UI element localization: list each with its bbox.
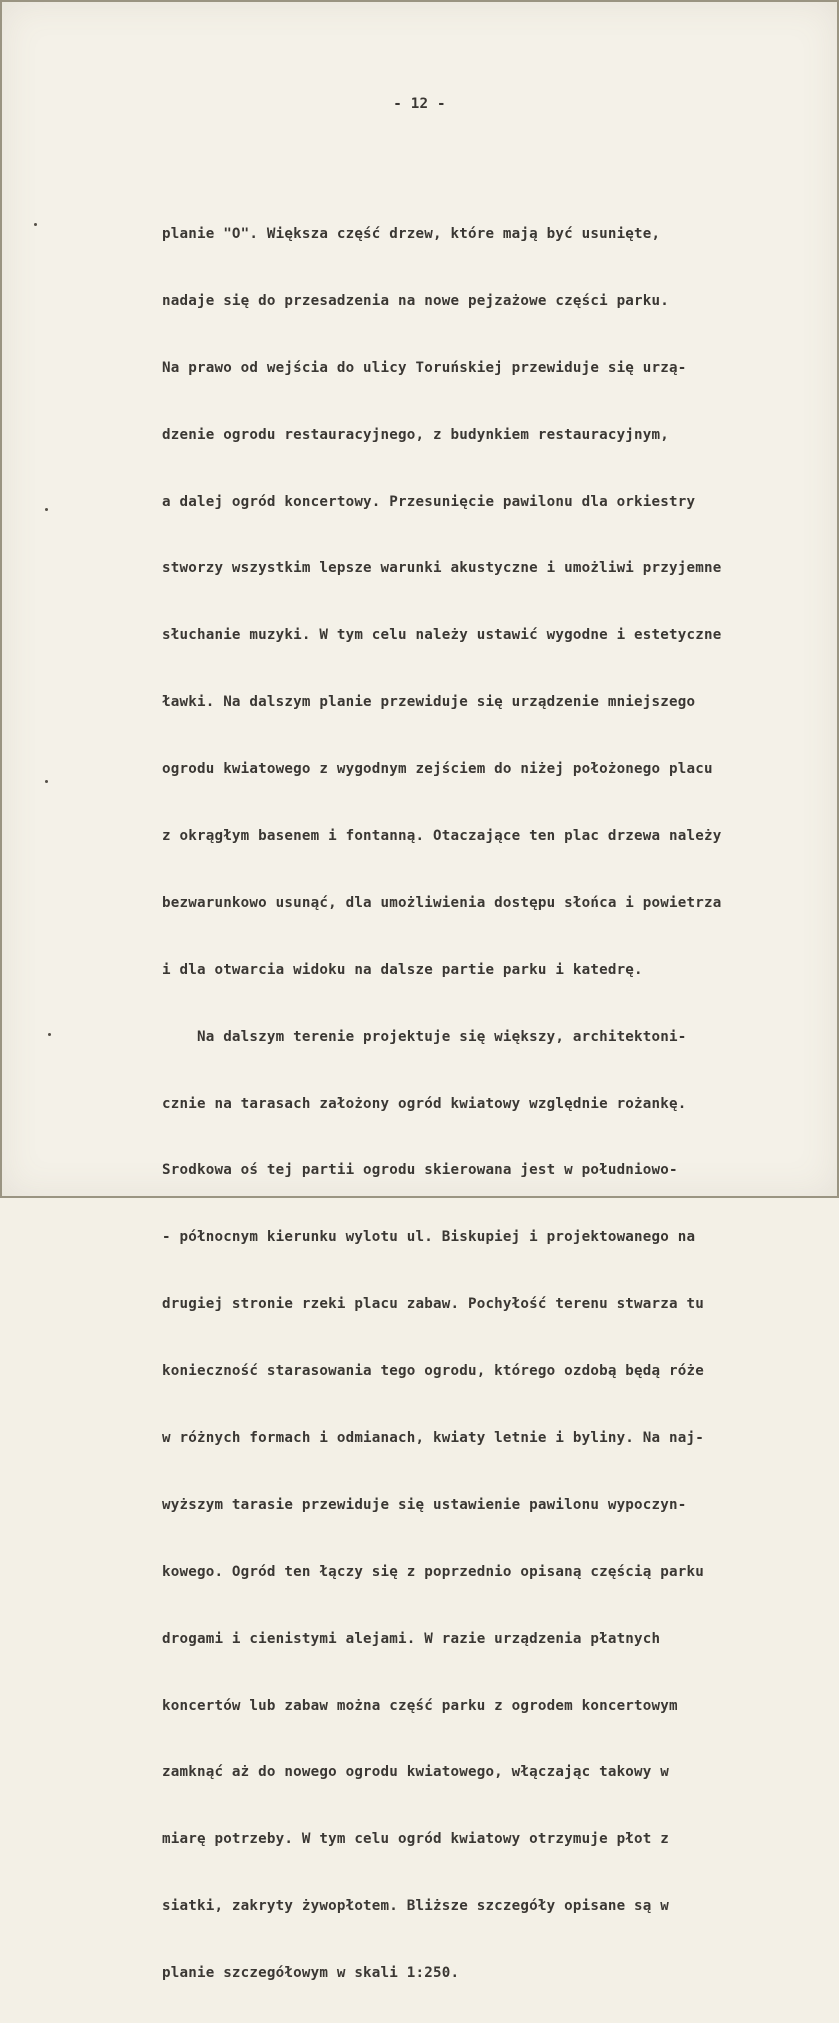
text-line: stworzy wszystkim lepsze warunki akustyczne i umożliwi przyjemne — [162, 560, 722, 577]
text-line: konieczność starasowania tego ogrodu, którego ozdobą będą róże — [162, 1363, 704, 1380]
text-line: słuchanie muzyki. W tym celu należy ustawić wygodne i estetyczne — [162, 627, 722, 644]
margin-mark — [45, 508, 48, 511]
text-line: planie szczegółowym w skali 1:250. — [162, 1965, 460, 1982]
text-line: cznie na tarasach założony ogród kwiatowy względnie rożankę. — [162, 1095, 687, 1112]
margin-mark — [34, 223, 37, 226]
text-line: drugiej stronie rzeki placu zabaw. Pochyłość terenu stwarza tu — [162, 1296, 704, 1313]
text-line: z okrągłym basenem i fontanną. Otaczające ten plac drzewa należy — [162, 828, 722, 845]
text-line: Na dalszym terenie projektuje się większy, architektoni- — [162, 1028, 687, 1045]
text-line: Srodkowa oś tej partii ogrodu skierowana jest w południowo- — [162, 1162, 678, 1179]
margin-mark — [48, 1033, 51, 1036]
text-line: ławki. Na dalszym planie przewiduje się urządzenie mniejszego — [162, 694, 696, 711]
text-line: - północnym kierunku wylotu ul. Biskupiej i projektowanego na — [162, 1229, 696, 1246]
text-line: miarę potrzeby. W tym celu ogród kwiatowy otrzymuje płot z — [162, 1831, 670, 1848]
text-line: nadaje się do przesadzenia na nowe pejzażowe części parku. — [162, 292, 670, 309]
text-line: i dla otwarcia widoku na dalsze partie parku i katedrę. — [162, 961, 643, 978]
text-line: koncertów lub zabaw można część parku z ogrodem koncertowym — [162, 1697, 678, 1714]
margin-mark — [45, 780, 48, 783]
body-text — [162, 185, 721, 2023]
text-line: drogami i cienistymi alejami. W razie urządzenia płatnych — [162, 1630, 661, 1647]
text-line: w różnych formach i odmianach, kwiaty letnie i byliny. Na naj- — [162, 1430, 704, 1447]
text-line: bezwarunkowo usunąć, dla umożliwienia dostępu słońca i powietrza — [162, 894, 722, 911]
text-line: kowego. Ogród ten łączy się z poprzednio opisaną częścią parku — [162, 1563, 704, 1580]
text-line: zamknąć aż do nowego ogrodu kwiatowego, włączając takowy w — [162, 1764, 670, 1781]
text-line: Na prawo od wejścia do ulicy Toruńskiej przewiduje się urzą- — [162, 359, 687, 376]
page-number: - 12 - — [393, 96, 446, 112]
text-line: ogrodu kwiatowego z wygodnym zejściem do niżej położonego placu — [162, 761, 713, 778]
text-line: a dalej ogród koncertowy. Przesunięcie pawilonu dla orkiestry — [162, 493, 696, 510]
text-line: wyższym tarasie przewiduje się ustawienie pawilonu wypoczyn- — [162, 1496, 687, 1513]
text-line: planie "O". Większa część drzew, które mają być usunięte, — [162, 226, 661, 242]
text-line: siatki, zakryty żywopłotem. Bliższe szczegóły opisane są w — [162, 1898, 670, 1915]
text-line: dzenie ogrodu restauracyjnego, z budynkiem restauracyjnym, — [162, 426, 670, 443]
